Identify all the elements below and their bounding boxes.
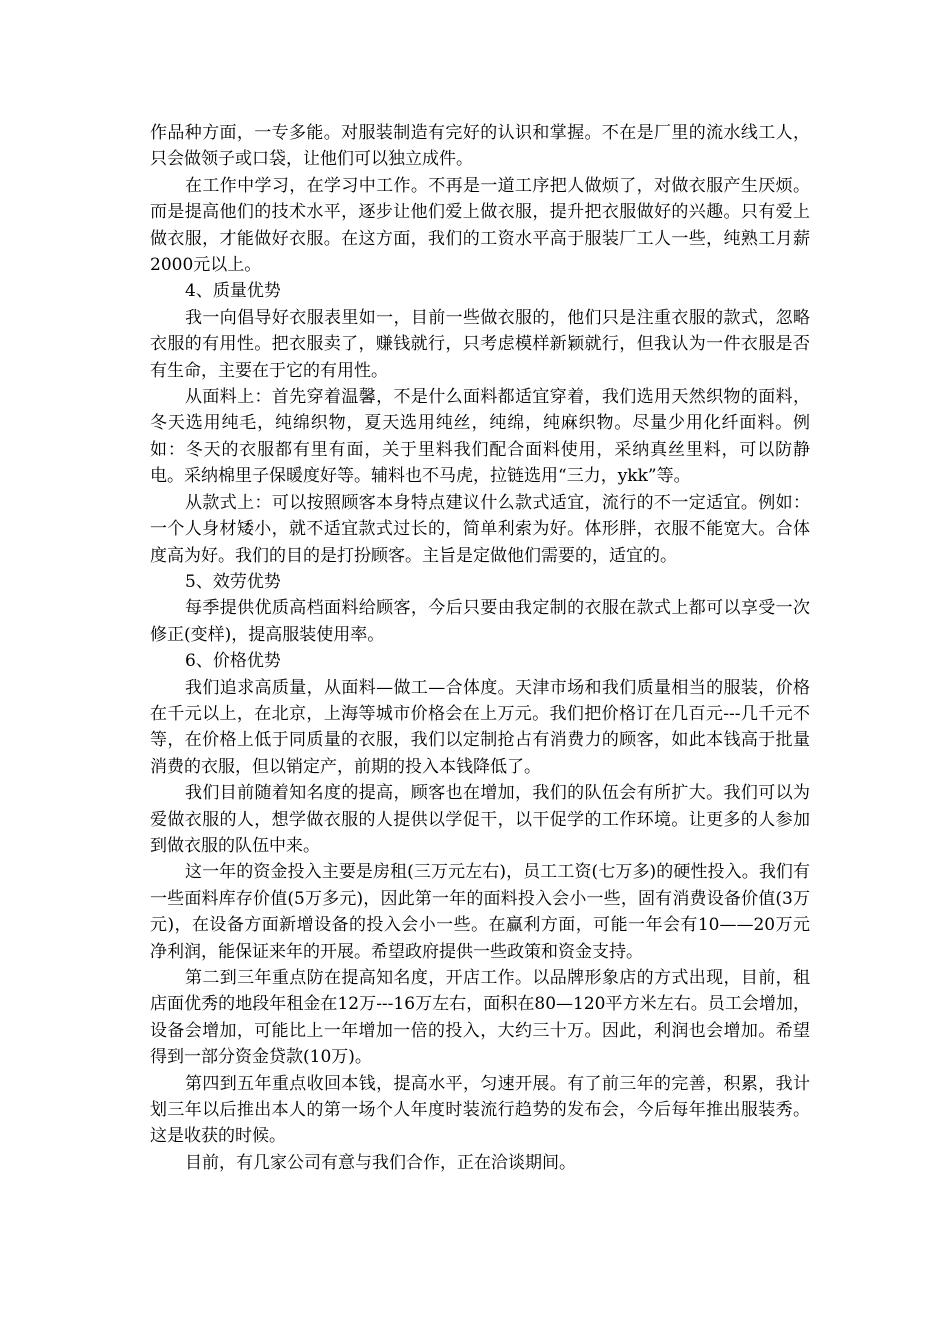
section-heading: 4、质量优势 (185, 281, 281, 302)
paragraph: 我们目前随着知名度的提高，顾客也在增加，我们的队伍会有所扩大。我们可以为爱做衣服的人，想学做衣服的人提供以学促干，以干促学的工作环境。让更多的人参加到做衣服的队伍中来。 (150, 783, 810, 856)
paragraph: 每季提供优质高档面料给顾客，今后只要由我定制的衣服在款式上都可以享受一次修正(变样)，提高服装使用率。 (150, 598, 810, 645)
section-heading: 5、效劳优势 (185, 571, 281, 592)
paragraph: 这一年的资金投入主要是房租(三万元左右)，员工工资(七万多)的硬性投入。我们有一些面料库存价值(5万多元)，因此第一年的面料投入会小一些，固有消费设备价值(3万元)，在设备方面新增设备的投入会小一些。在赢利方面，可能一年会有10——20万元净利润，能保证来年的开展。希望政府提供一些政策和资金支持。 (150, 862, 810, 962)
paragraph: 第二到三年重点防在提高知名度，开店工作。以品牌形象店的方式出现，目前，租店面优秀的地段年租金在12万---16万左右，面积在80—120平方米左右。员工会增加，设备会增加，可能比上一年增加一倍的投入，大约三十万。因此，利润也会增加。希望得到一部分资金贷款(10万)。 (150, 968, 810, 1068)
document-body (150, 120, 810, 1176)
paragraph: 我们追求高质量，从面料—做工—合体度。天津市场和我们质量相当的服装，价格在千元以上，在北京，上海等城市价格会在上万元。我们把价格订在几百元---几千元不等，在价格上低于同质量的衣服，我们以定制抢占有消费力的顾客，如此本钱高于批量消费的衣服，但以销定产，前期的投入本钱降低了。 (150, 677, 810, 777)
paragraph: 我一向倡导好衣服表里如一，目前一些做衣服的，他们只是注重衣服的款式，忽略衣服的有用性。把衣服卖了，赚钱就行，只考虑模样新颖就行，但我认为一件衣服是否有生命，主要在于它的有用性。 (150, 307, 810, 381)
paragraph: 目前，有几家公司有意与我们合作，正在洽谈期间。 (185, 1152, 576, 1173)
paragraph: 第四到五年重点收回本钱，提高水平，匀速开展。有了前三年的完善，积累，我计划三年以后推出本人的第一场个人年度时装流行趋势的发布会，今后每年推出服装秀。这是收获的时候。 (150, 1073, 810, 1147)
paragraph: 从款式上：可以按照顾客本身特点建议什么款式适宜，流行的不一定适宜。例如：一个人身材矮小，就不适宜款式过长的，简单利索为好。体形胖，衣服不能宽大。合体度高为好。我们的目的是打扮顾客。主旨是定做他们需要的，适宜的。 (150, 492, 810, 566)
paragraph: 在工作中学习，在学习中工作。不再是一道工序把人做烦了，对做衣服产生厌烦。而是提高他们的技术水平，逐步让他们爱上做衣服，提升把衣服做好的兴趣。只有爱上做衣服，才能做好衣服。在这方面，我们的工资水平高于服装厂工人一些，纯熟工月薪2000元以上。 (150, 175, 810, 276)
paragraph: 作品种方面，一专多能。对服装制造有完好的认识和掌握。不在是厂里的流水线工人，只会做领子或口袋，让他们可以独立成件。 (150, 123, 810, 170)
section-heading: 6、价格优势 (185, 651, 281, 672)
paragraph: 从面料上：首先穿着温馨，不是什么面料都适宜穿着，我们选用天然织物的面料，冬天选用纯毛，纯绵织物，夏天选用纯丝，纯绵，纯麻织物。尽量少用化纤面料。例如：冬天的衣服都有里有面，关于里料我们配合面料使用，采纳真丝里料，可以防静电。采纳棉里子保暖度好等。辅料也不马虎，拉链选用“三力，ykk”等。 (150, 387, 810, 487)
